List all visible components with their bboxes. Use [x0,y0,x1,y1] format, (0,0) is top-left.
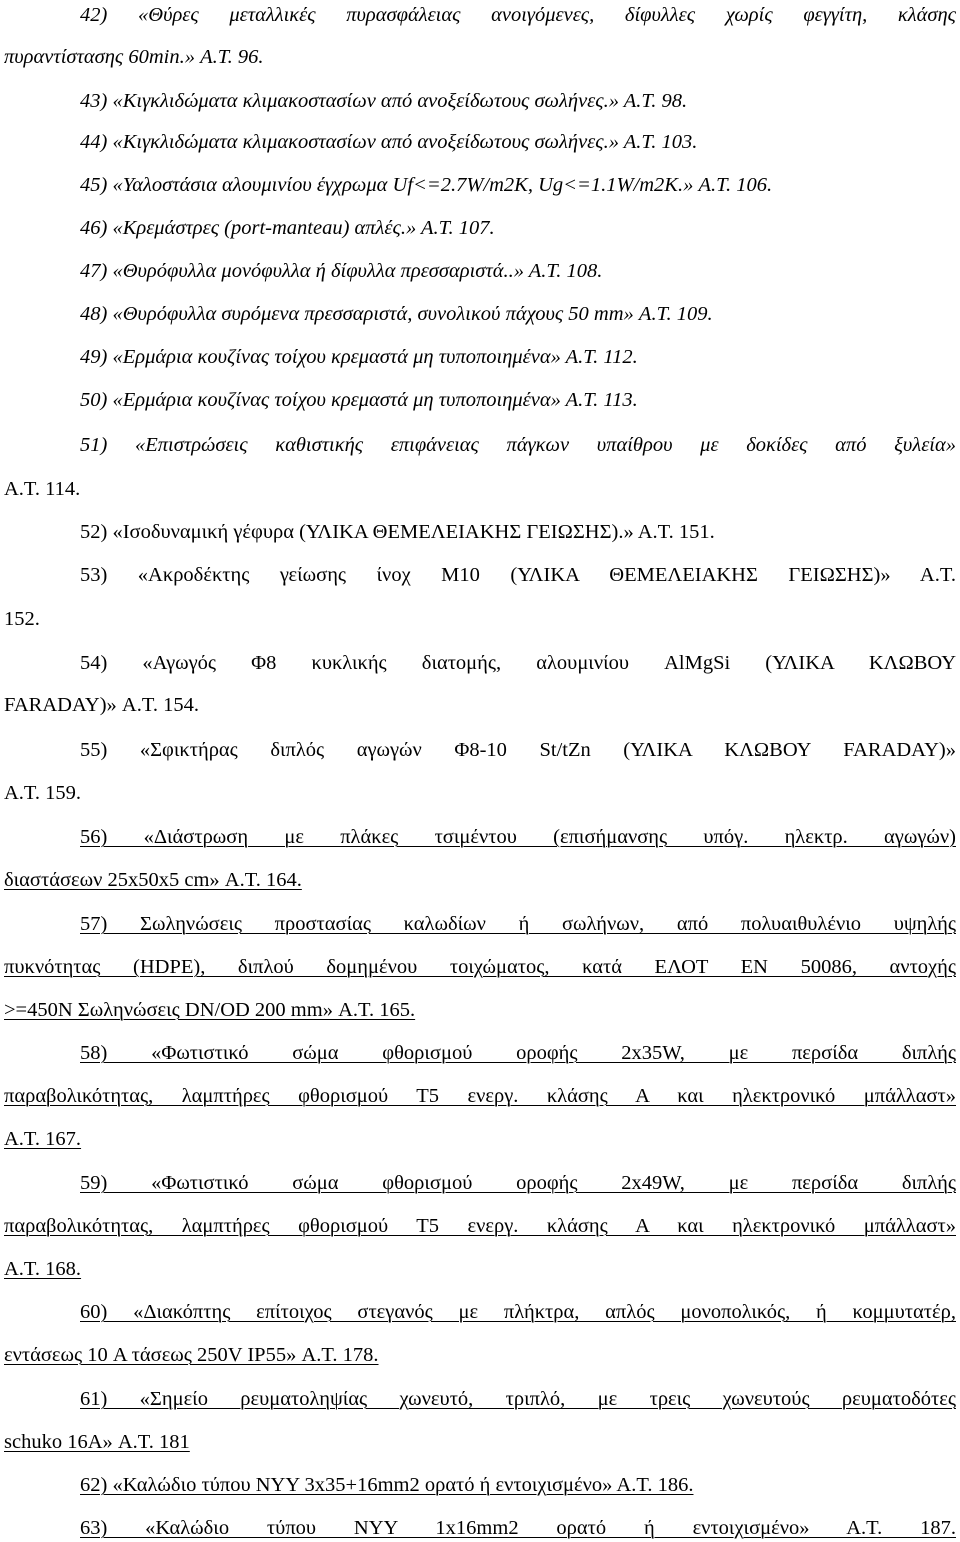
item-51-line-2: Α.Τ. 114. [4,478,81,500]
item-57-line-1: 57) Σωληνώσεις προστασίας καλωδίων ή σωλήνων, από πολυαιθυλένιο υψηλής [80,913,956,935]
item-50: 50) «Ερμάρια κουζίνας τοίχου κρεμαστά μη τυποποιημένα» Α.Τ. 113. [80,389,638,411]
item-43: 43) «Κιγκλιδώματα κλιμακοστασίων από ανοξείδωτους σωλήνες.» Α.Τ. 98. [80,90,688,112]
item-61-line-1: 61) «Σημείο ρευματοληψίας χωνευτό, τριπλό, με τρεις χωνευτούς ρευματοδότες [80,1388,956,1410]
item-54-line-2: FARADAY)» Α.Τ. 154. [4,694,199,716]
item-57-line-2: πυκνότητας (HDPE), διπλού δομημένου τοιχώματος, κατά ΕΛΟΤ ΕΝ 50086, αντοχής [4,956,956,978]
item-59-line-1: 59) «Φωτιστικό σώμα φθορισμού οροφής 2x49W, με περσίδα διπλής [80,1172,956,1194]
item-52: 52) «Ισοδυναμική γέφυρα (ΥΛΙΚΑ ΘΕΜΕΛΕΙΑΚΗΣ ΓΕΙΩΣΗΣ).» Α.Τ. 151. [80,521,715,543]
item-53-line-2: 152. [4,608,40,630]
item-51-line-1: 51) «Επιστρώσεις καθιστικής επιφάνειας πάγκων υπαίθρου με δοκίδες από ξυλεία» [80,434,956,456]
item-45: 45) «Υαλοστάσια αλουμινίου έγχρωμα Uf<=2.7W/m2K, Ug<=1.1W/m2K.» Α.Τ. 106. [80,174,773,196]
item-59-line-2: παραβολικότητας, λαμπτήρες φθορισμού Τ5 ενεργ. κλάσης Α και ηλεκτρονικό μπάλλαστ» [4,1215,956,1237]
item-58-line-3: Α.Τ. 167. [4,1128,82,1150]
item-60-line-2: εντάσεως 10 A τάσεως 250V IP55» Α.Τ. 178. [4,1344,379,1366]
item-56-line-1: 56) «Διάστρωση με πλάκες τσιμέντου (επισήμανσης υπόγ. ηλεκτρ. αγωγών) [80,826,956,848]
item-62: 62) «Καλώδιο τύπου NYY 3x35+16mm2 ορατό ή εντοιχισμένο» Α.Τ. 186. [80,1474,694,1496]
item-42-line-2: πυραντίστασης 60min.» Α.Τ. 96. [4,46,264,68]
item-47: 47) «Θυρόφυλλα μονόφυλλα ή δίφυλλα πρεσσαριστά..» Α.Τ. 108. [80,260,603,282]
item-48: 48) «Θυρόφυλλα συρόμενα πρεσσαριστά, συνολικού πάχους 50 mm» Α.Τ. 109. [80,303,713,325]
item-55-line-2: Α.Τ. 159. [4,782,82,804]
item-55-line-1: 55) «Σφικτήρας διπλός αγωγών Φ8-10 St/tZn (ΥΛΙΚΑ ΚΛΩΒΟΥ FARADAY)» [80,739,956,761]
item-63: 63) «Καλώδιο τύπου NYY 1x16mm2 ορατό ή εντοιχισμένο» Α.Τ. 187. [80,1517,956,1539]
item-58-line-2: παραβολικότητας, λαμπτήρες φθορισμού Τ5 ενεργ. κλάσης Α και ηλεκτρονικό μπάλλαστ» [4,1085,956,1107]
item-42-line-1: 42) «Θύρες μεταλλικές πυρασφάλειας ανοιγόμενες, δίφυλλες χωρίς φεγγίτη, κλάσης [80,4,956,26]
item-57-line-3: >=450N Σωληνώσεις DN/OD 200 mm» Α.Τ. 165. [4,999,416,1021]
item-61-line-2: schuko 16A» Α.Τ. 181 [4,1431,190,1453]
item-60-line-1: 60) «Διακόπτης επίτοιχος στεγανός με πλήκτρα, απλός μονοπολικός, ή κομμυτατέρ, [80,1301,956,1323]
item-54-line-1: 54) «Αγωγός Φ8 κυκλικής διατομής, αλουμινίου AlMgSi (ΥΛΙΚΑ ΚΛΩΒΟΥ [80,652,956,674]
item-56-line-2: διαστάσεων 25x50x5 cm» Α.Τ. 164. [4,869,302,891]
item-44: 44) «Κιγκλιδώματα κλιμακοστασίων από ανοξείδωτους σωλήνες.» Α.Τ. 103. [80,131,698,153]
item-59-line-3: Α.Τ. 168. [4,1258,82,1280]
item-46: 46) «Κρεμάστρες (port-manteau) απλές.» Α.Τ. 107. [80,217,495,239]
item-58-line-1: 58) «Φωτιστικό σώμα φθορισμού οροφής 2x35W, με περσίδα διπλής [80,1042,956,1064]
item-53-line-1: 53) «Ακροδέκτης γείωσης ίνοχ Μ10 (ΥΛΙΚΑ ΘΕΜΕΛΕΙΑΚΗΣ ΓΕΙΩΣΗΣ)» Α.Τ. [80,564,956,586]
item-49: 49) «Ερμάρια κουζίνας τοίχου κρεμαστά μη τυποποιημένα» Α.Τ. 112. [80,346,638,368]
